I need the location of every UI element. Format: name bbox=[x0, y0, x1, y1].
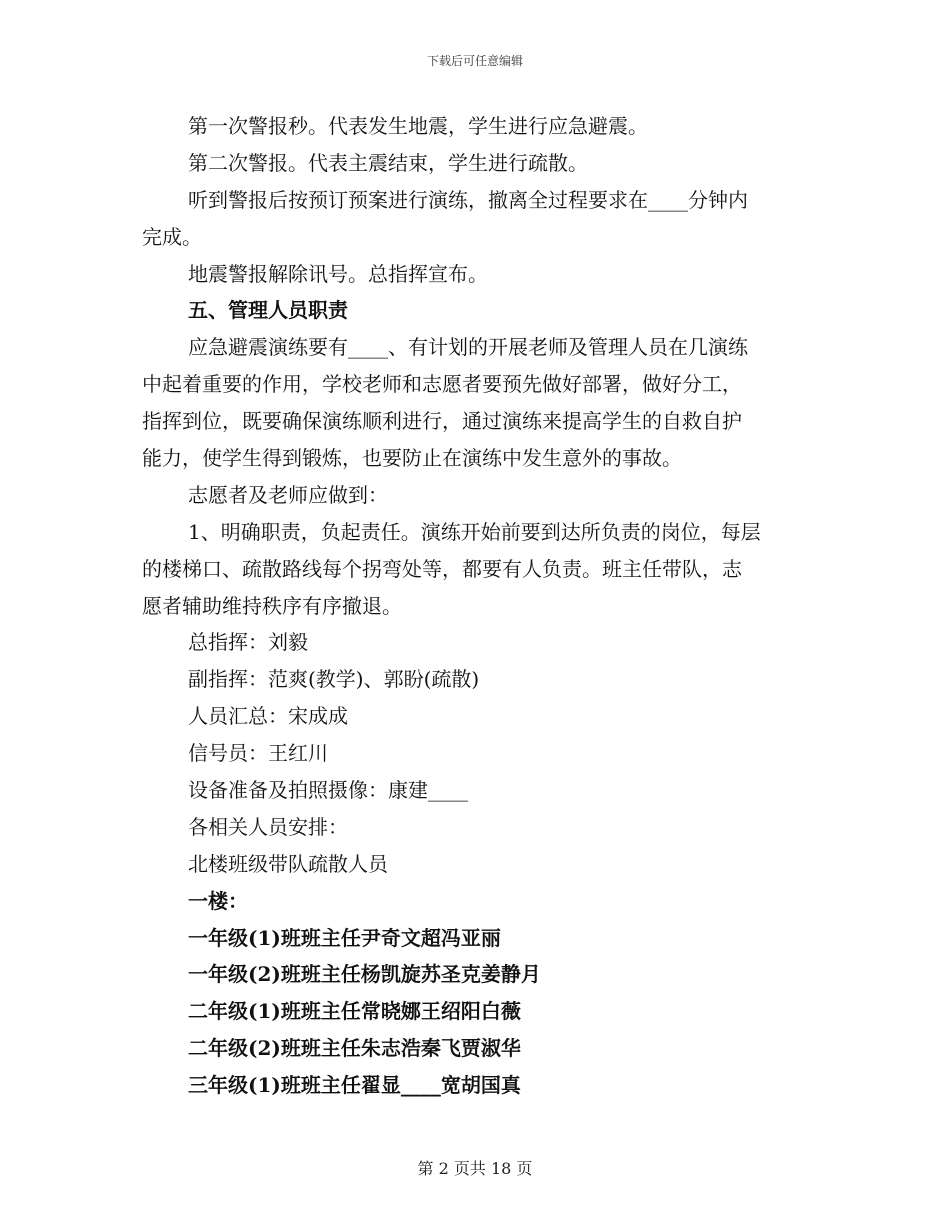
text-line: 1、明确职责，负起责任。演练开始前要到达所负责的岗位，每层 bbox=[188, 519, 761, 544]
heading-line: 一年级(2)班班主任杨凯旋苏圣克姜静月 bbox=[188, 962, 541, 987]
text-line: 人员汇总：宋成成 bbox=[188, 704, 348, 729]
text-line: 设备准备及拍照摄像：康建____ bbox=[188, 778, 468, 803]
text-line: 的楼梯口、疏散路线每个拐弯处等，都要有人负责。班主任带队，志 bbox=[142, 556, 742, 581]
text-line: 地震警报解除讯号。总指挥宣布。 bbox=[188, 261, 488, 286]
text-line: 北楼班级带队疏散人员 bbox=[188, 851, 388, 876]
text-line: 副指挥：范爽(教学)、郭盼(疏散) bbox=[188, 667, 480, 692]
text-line: 中起着重要的作用，学校老师和志愿者要预先做好部署，做好分工， bbox=[142, 372, 742, 397]
text-line: 第一次警报秒。代表发生地震，学生进行应急避震。 bbox=[188, 114, 648, 138]
heading-line: 一楼： bbox=[188, 888, 248, 913]
text-line: 能力，使学生得到锻炼，也要防止在演练中发生意外的事故。 bbox=[142, 446, 682, 471]
text-line: 志愿者及老师应做到： bbox=[188, 482, 388, 507]
text-line: 各相关人员安排： bbox=[188, 814, 348, 839]
text-line: 第二次警报。代表主震结束，学生进行疏散。 bbox=[188, 150, 588, 175]
page-footer: 第 2 页共 18 页 bbox=[417, 1159, 533, 1178]
heading-line: 三年级(1)班班主任翟显____宽胡国真 bbox=[188, 1073, 521, 1098]
text-line: 听到警报后按预订预案进行演练，撤离全过程要求在____分钟内 bbox=[188, 187, 748, 212]
heading-line: 二年级(2)班班主任朱志浩秦飞贾淑华 bbox=[188, 1036, 521, 1061]
text-line: 愿者辅助维持秩序有序撤退。 bbox=[142, 593, 402, 618]
text-line: 信号员：王红川 bbox=[188, 741, 328, 766]
heading-line: 一年级(1)班班主任尹奇文超冯亚丽 bbox=[188, 925, 501, 950]
heading-line: 二年级(1)班班主任常晓娜王绍阳白薇 bbox=[188, 999, 521, 1024]
text-line: 完成。 bbox=[142, 224, 202, 249]
text-line: 应急避震演练要有____、有计划的开展老师及管理人员在几演练 bbox=[188, 335, 748, 360]
document-body bbox=[142, 108, 810, 1104]
page-header: 下载后可任意编辑 bbox=[426, 54, 523, 68]
text-line: 总指挥：刘毅 bbox=[188, 630, 308, 655]
text-line: 指挥到位，既要确保演练顺利进行，通过演练来提高学生的自救自护 bbox=[142, 409, 742, 434]
heading-line: 五、管理人员职责 bbox=[188, 298, 348, 323]
